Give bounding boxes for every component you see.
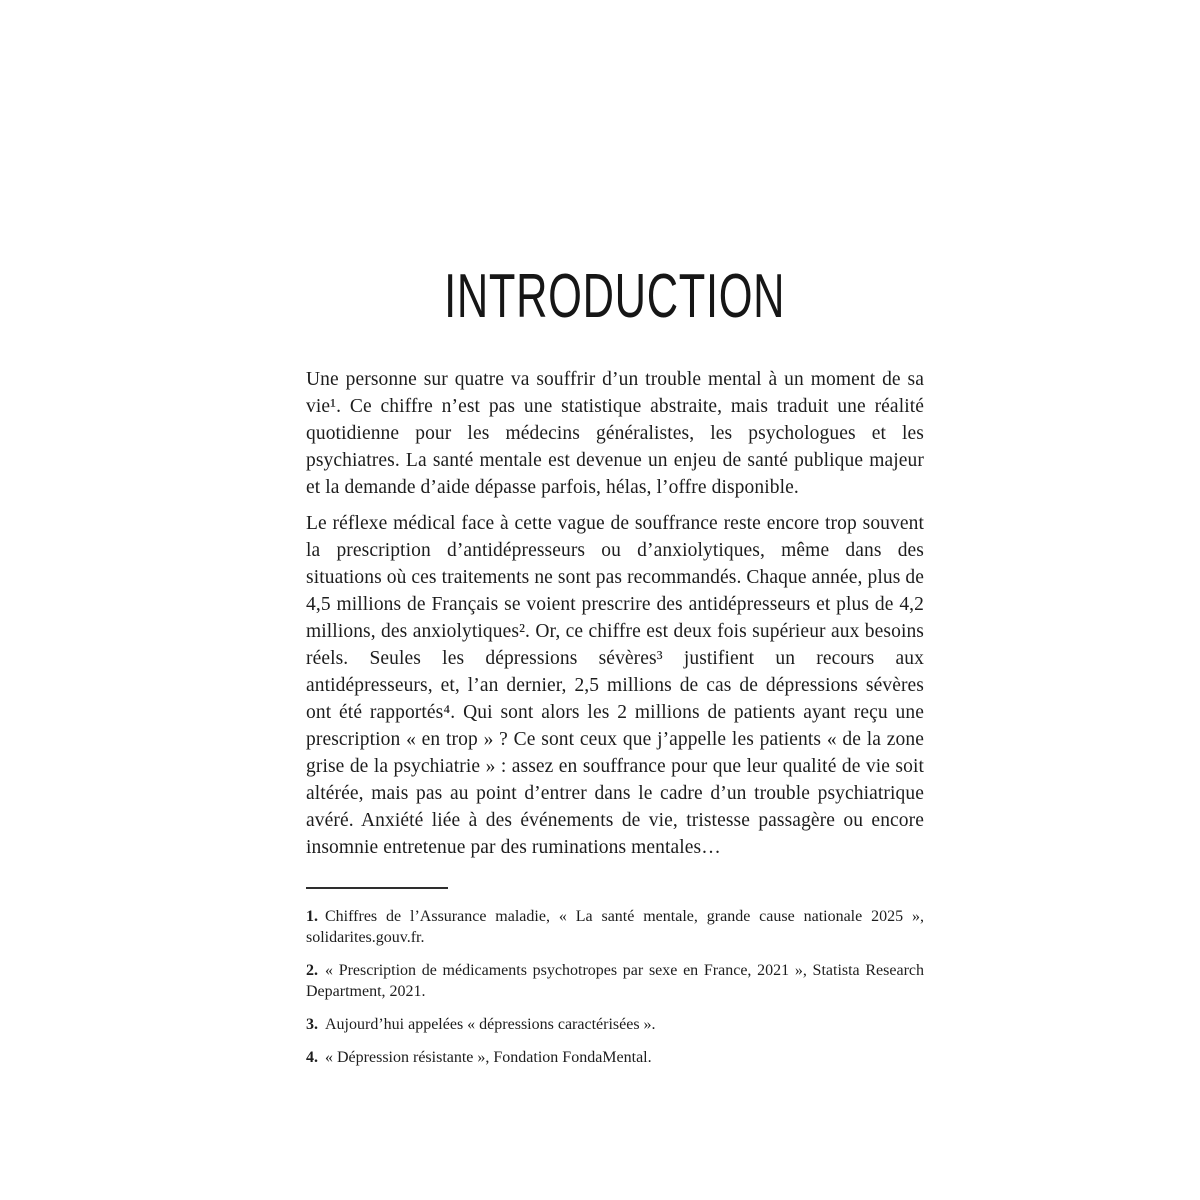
footnote-2-number: 2. [306, 962, 318, 979]
text-column [306, 262, 924, 1068]
page-title-text: INTRODUCTION [444, 262, 786, 331]
footnote-1-number: 1. [306, 908, 318, 925]
footnote-3-text: Aujourd’hui appelées « dépressions caractérisées ». [325, 1016, 656, 1033]
footnotes [306, 906, 924, 1068]
footnote-3 [306, 1014, 924, 1035]
footnote-4-text: « Dépression résistante », Fondation FondaMental. [325, 1049, 652, 1066]
body-text [306, 366, 924, 861]
footnote-2-text: « Prescription de médicaments psychotropes par sexe en France, 2021 », Statista Research Department, 2021. [306, 962, 924, 1000]
page-title [306, 262, 924, 331]
footnote-1 [306, 906, 924, 948]
footnote-4-number: 4. [306, 1049, 318, 1066]
footnote-2 [306, 960, 924, 1002]
footnote-1-text: Chiffres de l’Assurance maladie, « La santé mentale, grande cause nationale 2025 », solidarites.gouv.fr. [306, 908, 924, 946]
paragraph-2: Le réflexe médical face à cette vague de souffrance reste encore trop souvent la prescription d’antidépresseurs ou d’anxiolytiques, même dans des situations où ces traitements ne sont pas recommandés. Chaque année, plus de 4,5 millions de Français se voient prescrire des antidépresseurs et plus de 4,2 millions, des anxiolytiques². Or, ce chiffre est deux fois supérieur aux besoins réels. Seules les dépressions sévères³ justifient un recours aux antidépresseurs, et, l’an dernier, 2,5 millions de cas de dépressions sévères ont été rapportés⁴. Qui sont alors les 2 millions de patients ayant reçu une prescription « en trop » ? Ce sont ceux que j’appelle les patients « de la zone grise de la psychiatrie » : assez en souffrance pour que leur qualité de vie soit altérée, mais pas au point d’entrer dans le cadre d’un trouble psychiatrique avéré. Anxiété liée à des événements de vie, tristesse passagère ou encore insomnie entretenue par des ruminations mentales… [306, 513, 924, 858]
footnote-3-number: 3. [306, 1016, 318, 1033]
footnote-separator [306, 887, 448, 889]
footnote-4 [306, 1047, 924, 1068]
paragraph-1: Une personne sur quatre va souffrir d’un trouble mental à un moment de sa vie¹. Ce chiffre n’est pas une statistique abstraite, mais traduit une réalité quotidienne pour les médecins généralistes, les psychologues et les psychiatres. La santé mentale est devenue un enjeu de santé publique majeur et la demande d’aide dépasse parfois, hélas, l’offre disponible. [306, 369, 924, 498]
